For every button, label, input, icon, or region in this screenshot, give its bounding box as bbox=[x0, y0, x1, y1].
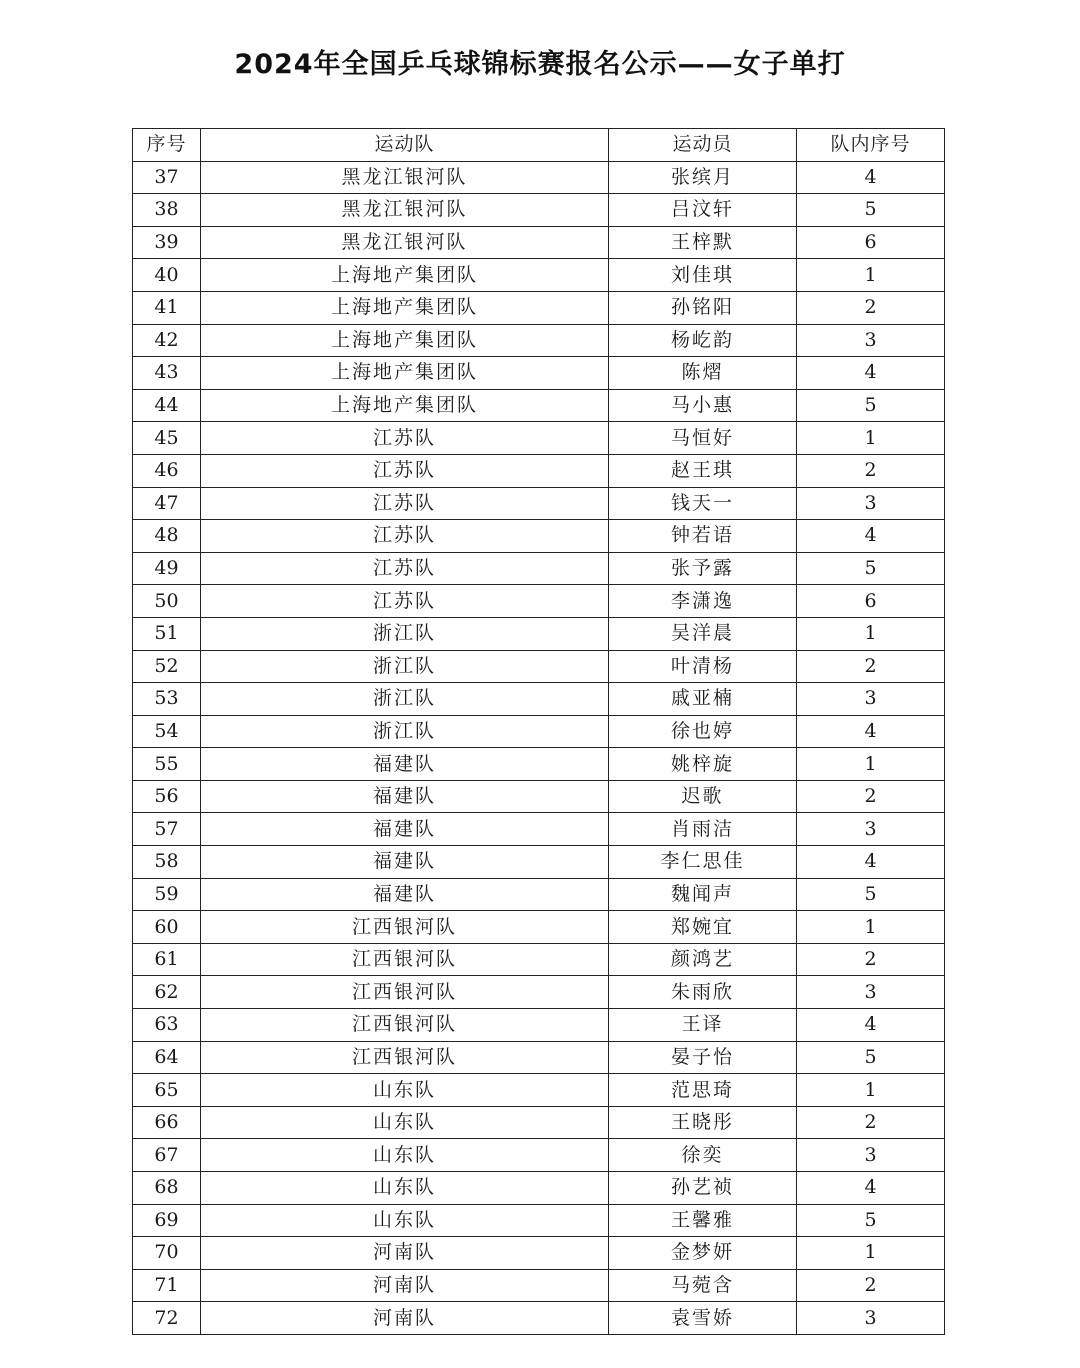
cell-serial-number: 38 bbox=[133, 194, 201, 227]
table-row bbox=[133, 1302, 945, 1335]
cell-team-order: 5 bbox=[797, 552, 945, 585]
cell-athlete: 颜鸿艺 bbox=[609, 943, 797, 976]
header-athlete: 运动员 bbox=[609, 129, 797, 162]
cell-team: 山东队 bbox=[201, 1172, 609, 1205]
cell-team: 河南队 bbox=[201, 1269, 609, 1302]
cell-athlete: 肖雨洁 bbox=[609, 813, 797, 846]
cell-team: 福建队 bbox=[201, 846, 609, 879]
cell-athlete: 孙艺祯 bbox=[609, 1172, 797, 1205]
cell-team: 江西银河队 bbox=[201, 1009, 609, 1042]
cell-team: 上海地产集团队 bbox=[201, 291, 609, 324]
cell-athlete: 徐奕 bbox=[609, 1139, 797, 1172]
cell-serial-number: 59 bbox=[133, 878, 201, 911]
table-row bbox=[133, 1041, 945, 1074]
cell-team: 江苏队 bbox=[201, 585, 609, 618]
cell-athlete: 张缤月 bbox=[609, 161, 797, 194]
table-row bbox=[133, 780, 945, 813]
cell-athlete: 马菀含 bbox=[609, 1269, 797, 1302]
cell-athlete: 金梦妍 bbox=[609, 1237, 797, 1270]
cell-team-order: 2 bbox=[797, 650, 945, 683]
cell-serial-number: 54 bbox=[133, 715, 201, 748]
table-row bbox=[133, 487, 945, 520]
cell-athlete: 陈熠 bbox=[609, 357, 797, 390]
cell-team-order: 4 bbox=[797, 715, 945, 748]
cell-serial-number: 47 bbox=[133, 487, 201, 520]
cell-athlete: 马小惠 bbox=[609, 389, 797, 422]
cell-serial-number: 43 bbox=[133, 357, 201, 390]
cell-team-order: 3 bbox=[797, 813, 945, 846]
cell-athlete: 王馨雅 bbox=[609, 1204, 797, 1237]
cell-team: 江苏队 bbox=[201, 422, 609, 455]
cell-athlete: 杨屹韵 bbox=[609, 324, 797, 357]
table-row bbox=[133, 1106, 945, 1139]
table-row bbox=[133, 1204, 945, 1237]
cell-athlete: 王晓彤 bbox=[609, 1106, 797, 1139]
cell-serial-number: 42 bbox=[133, 324, 201, 357]
cell-team: 江西银河队 bbox=[201, 976, 609, 1009]
cell-serial-number: 52 bbox=[133, 650, 201, 683]
cell-team: 福建队 bbox=[201, 878, 609, 911]
cell-team: 福建队 bbox=[201, 748, 609, 781]
cell-team: 上海地产集团队 bbox=[201, 357, 609, 390]
cell-athlete: 钟若语 bbox=[609, 520, 797, 553]
table-row bbox=[133, 357, 945, 390]
cell-serial-number: 60 bbox=[133, 911, 201, 944]
header-team-order: 队内序号 bbox=[797, 129, 945, 162]
cell-athlete: 马恒好 bbox=[609, 422, 797, 455]
cell-athlete: 李仁思佳 bbox=[609, 846, 797, 879]
table-row bbox=[133, 291, 945, 324]
cell-team: 江西银河队 bbox=[201, 943, 609, 976]
cell-team: 上海地产集团队 bbox=[201, 389, 609, 422]
cell-serial-number: 70 bbox=[133, 1237, 201, 1270]
cell-team-order: 2 bbox=[797, 1269, 945, 1302]
cell-team-order: 3 bbox=[797, 1139, 945, 1172]
cell-athlete: 赵王琪 bbox=[609, 454, 797, 487]
cell-serial-number: 48 bbox=[133, 520, 201, 553]
cell-team: 山东队 bbox=[201, 1204, 609, 1237]
cell-serial-number: 39 bbox=[133, 226, 201, 259]
cell-serial-number: 69 bbox=[133, 1204, 201, 1237]
table-row bbox=[133, 976, 945, 1009]
cell-team-order: 3 bbox=[797, 1302, 945, 1335]
cell-team: 江苏队 bbox=[201, 454, 609, 487]
table-row bbox=[133, 1009, 945, 1042]
cell-team-order: 5 bbox=[797, 194, 945, 227]
cell-team-order: 1 bbox=[797, 422, 945, 455]
cell-team: 黑龙江银河队 bbox=[201, 194, 609, 227]
header-serial-number: 序号 bbox=[133, 129, 201, 162]
cell-athlete: 朱雨欣 bbox=[609, 976, 797, 1009]
cell-athlete: 徐也婷 bbox=[609, 715, 797, 748]
table-row bbox=[133, 1237, 945, 1270]
cell-serial-number: 56 bbox=[133, 780, 201, 813]
cell-team-order: 4 bbox=[797, 846, 945, 879]
cell-serial-number: 49 bbox=[133, 552, 201, 585]
cell-team-order: 1 bbox=[797, 617, 945, 650]
table-row bbox=[133, 324, 945, 357]
cell-athlete: 袁雪娇 bbox=[609, 1302, 797, 1335]
cell-team-order: 3 bbox=[797, 324, 945, 357]
cell-athlete: 钱天一 bbox=[609, 487, 797, 520]
cell-team-order: 2 bbox=[797, 943, 945, 976]
cell-team-order: 3 bbox=[797, 976, 945, 1009]
table-row bbox=[133, 1172, 945, 1205]
cell-team-order: 2 bbox=[797, 454, 945, 487]
cell-team-order: 1 bbox=[797, 1074, 945, 1107]
table-row bbox=[133, 520, 945, 553]
cell-team: 福建队 bbox=[201, 780, 609, 813]
table-row bbox=[133, 683, 945, 716]
cell-team: 河南队 bbox=[201, 1237, 609, 1270]
cell-serial-number: 50 bbox=[133, 585, 201, 618]
cell-team: 浙江队 bbox=[201, 683, 609, 716]
cell-athlete: 迟歌 bbox=[609, 780, 797, 813]
cell-team: 江西银河队 bbox=[201, 911, 609, 944]
cell-team-order: 4 bbox=[797, 1009, 945, 1042]
cell-team-order: 1 bbox=[797, 748, 945, 781]
page-title: 2024年全国乒乓球锦标赛报名公示——女子单打 bbox=[234, 49, 846, 80]
table-row bbox=[133, 878, 945, 911]
cell-team-order: 4 bbox=[797, 1172, 945, 1205]
registration-table bbox=[132, 128, 945, 1335]
table-row bbox=[133, 1269, 945, 1302]
table-row bbox=[133, 1139, 945, 1172]
cell-serial-number: 44 bbox=[133, 389, 201, 422]
cell-serial-number: 64 bbox=[133, 1041, 201, 1074]
cell-athlete: 王译 bbox=[609, 1009, 797, 1042]
cell-team: 山东队 bbox=[201, 1106, 609, 1139]
table-row bbox=[133, 715, 945, 748]
table-row bbox=[133, 161, 945, 194]
table-row bbox=[133, 226, 945, 259]
table-row bbox=[133, 194, 945, 227]
cell-team-order: 3 bbox=[797, 487, 945, 520]
cell-athlete: 姚梓旋 bbox=[609, 748, 797, 781]
cell-team: 山东队 bbox=[201, 1074, 609, 1107]
cell-athlete: 孙铭阳 bbox=[609, 291, 797, 324]
cell-team: 江西银河队 bbox=[201, 1041, 609, 1074]
cell-serial-number: 62 bbox=[133, 976, 201, 1009]
table-row bbox=[133, 846, 945, 879]
cell-athlete: 李潇逸 bbox=[609, 585, 797, 618]
cell-serial-number: 63 bbox=[133, 1009, 201, 1042]
cell-serial-number: 51 bbox=[133, 617, 201, 650]
table-row bbox=[133, 748, 945, 781]
cell-team-order: 1 bbox=[797, 911, 945, 944]
table-row bbox=[133, 552, 945, 585]
cell-serial-number: 67 bbox=[133, 1139, 201, 1172]
cell-team-order: 4 bbox=[797, 520, 945, 553]
cell-athlete: 刘佳琪 bbox=[609, 259, 797, 292]
table-row bbox=[133, 259, 945, 292]
cell-athlete: 戚亚楠 bbox=[609, 683, 797, 716]
cell-team: 福建队 bbox=[201, 813, 609, 846]
header-row bbox=[133, 129, 945, 162]
cell-team: 浙江队 bbox=[201, 650, 609, 683]
cell-team-order: 5 bbox=[797, 878, 945, 911]
cell-team: 上海地产集团队 bbox=[201, 324, 609, 357]
cell-athlete: 吴洋晨 bbox=[609, 617, 797, 650]
table-row bbox=[133, 911, 945, 944]
cell-team-order: 1 bbox=[797, 1237, 945, 1270]
cell-athlete: 张予露 bbox=[609, 552, 797, 585]
cell-serial-number: 71 bbox=[133, 1269, 201, 1302]
cell-team-order: 5 bbox=[797, 1041, 945, 1074]
cell-serial-number: 66 bbox=[133, 1106, 201, 1139]
cell-team-order: 2 bbox=[797, 1106, 945, 1139]
cell-serial-number: 55 bbox=[133, 748, 201, 781]
cell-serial-number: 68 bbox=[133, 1172, 201, 1205]
table-row bbox=[133, 454, 945, 487]
cell-team: 江苏队 bbox=[201, 552, 609, 585]
cell-team-order: 5 bbox=[797, 389, 945, 422]
cell-team-order: 4 bbox=[797, 357, 945, 390]
header-team: 运动队 bbox=[201, 129, 609, 162]
cell-team-order: 2 bbox=[797, 780, 945, 813]
cell-serial-number: 41 bbox=[133, 291, 201, 324]
cell-team-order: 6 bbox=[797, 226, 945, 259]
cell-serial-number: 53 bbox=[133, 683, 201, 716]
table-row bbox=[133, 813, 945, 846]
cell-team: 江苏队 bbox=[201, 487, 609, 520]
cell-serial-number: 61 bbox=[133, 943, 201, 976]
cell-team-order: 3 bbox=[797, 683, 945, 716]
cell-serial-number: 40 bbox=[133, 259, 201, 292]
table-row bbox=[133, 943, 945, 976]
cell-serial-number: 37 bbox=[133, 161, 201, 194]
cell-serial-number: 58 bbox=[133, 846, 201, 879]
table-header bbox=[133, 129, 945, 162]
cell-serial-number: 45 bbox=[133, 422, 201, 455]
cell-athlete: 叶清杨 bbox=[609, 650, 797, 683]
cell-team-order: 5 bbox=[797, 1204, 945, 1237]
table-row bbox=[133, 422, 945, 455]
cell-serial-number: 57 bbox=[133, 813, 201, 846]
cell-serial-number: 46 bbox=[133, 454, 201, 487]
table-row bbox=[133, 650, 945, 683]
table-row bbox=[133, 389, 945, 422]
cell-team: 黑龙江银河队 bbox=[201, 226, 609, 259]
cell-athlete: 吕汶轩 bbox=[609, 194, 797, 227]
table-row bbox=[133, 585, 945, 618]
cell-athlete: 郑婉宜 bbox=[609, 911, 797, 944]
cell-athlete: 范思琦 bbox=[609, 1074, 797, 1107]
cell-athlete: 王梓默 bbox=[609, 226, 797, 259]
cell-team: 山东队 bbox=[201, 1139, 609, 1172]
cell-team: 浙江队 bbox=[201, 715, 609, 748]
cell-team-order: 1 bbox=[797, 259, 945, 292]
cell-team: 浙江队 bbox=[201, 617, 609, 650]
cell-team: 河南队 bbox=[201, 1302, 609, 1335]
cell-team-order: 6 bbox=[797, 585, 945, 618]
cell-serial-number: 72 bbox=[133, 1302, 201, 1335]
cell-serial-number: 65 bbox=[133, 1074, 201, 1107]
cell-athlete: 晏子怡 bbox=[609, 1041, 797, 1074]
cell-team: 江苏队 bbox=[201, 520, 609, 553]
cell-team-order: 2 bbox=[797, 291, 945, 324]
cell-team: 上海地产集团队 bbox=[201, 259, 609, 292]
table-body bbox=[133, 161, 945, 1334]
cell-team-order: 4 bbox=[797, 161, 945, 194]
cell-team: 黑龙江银河队 bbox=[201, 161, 609, 194]
cell-athlete: 魏闻声 bbox=[609, 878, 797, 911]
table-row bbox=[133, 1074, 945, 1107]
table-row bbox=[133, 617, 945, 650]
